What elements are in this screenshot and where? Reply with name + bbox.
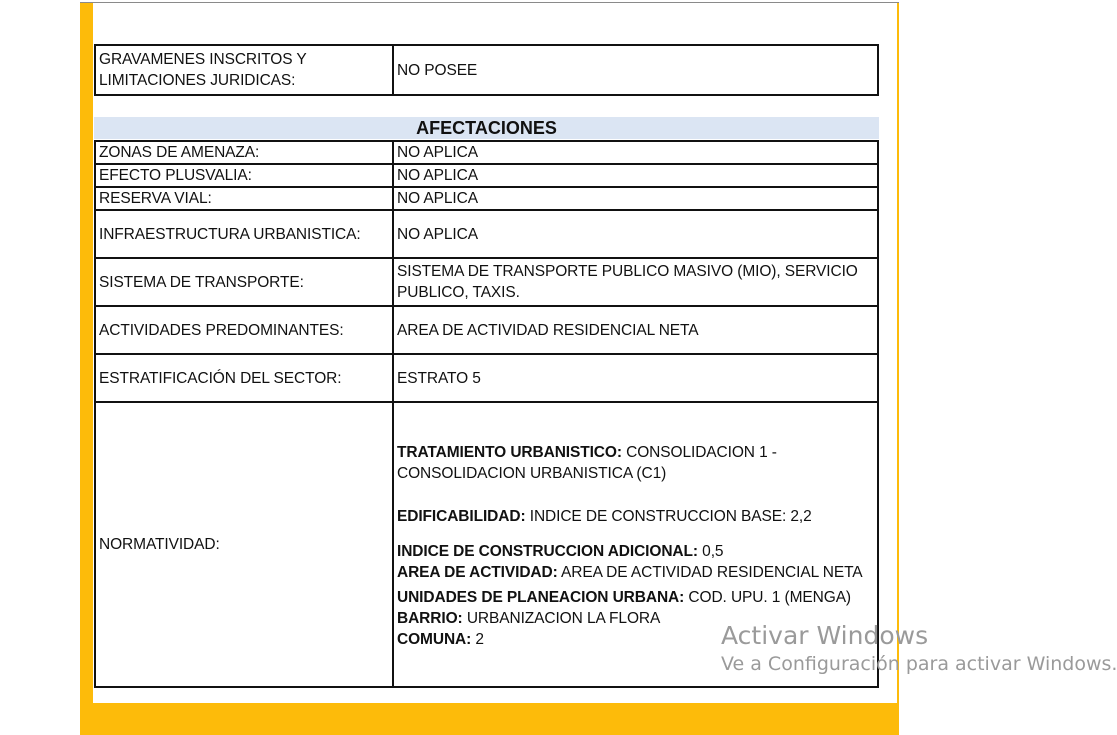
norm-key: AREA DE ACTIVIDAD: — [397, 563, 558, 581]
row-value: NO APLICA — [393, 141, 878, 164]
row-label: RESERVA VIAL: — [95, 187, 393, 210]
norm-value: URBANIZACION LA FLORA — [462, 609, 661, 627]
norm-key: COMUNA: — [397, 630, 472, 648]
norm-value: INDICE DE CONSTRUCCION BASE: 2,2 — [525, 507, 812, 525]
row-label: SISTEMA DE TRANSPORTE: — [95, 258, 393, 306]
row-label: INFRAESTRUCTURA URBANISTICA: — [95, 210, 393, 258]
norm-value: CONSOLIDACION 1 - CONSOLIDACION URBANISTICA (C1) — [397, 443, 777, 482]
afectaciones-heading: AFECTACIONES — [94, 117, 879, 139]
row-value: ESTRATO 5 — [393, 354, 878, 402]
row-value: AREA DE ACTIVIDAD RESIDENCIAL NETA — [393, 306, 878, 354]
norm-value: 2 — [471, 630, 484, 648]
activation-watermark — [721, 621, 1117, 677]
norm-key: TRATAMIENTO URBANISTICO: — [397, 443, 622, 461]
row-label: ACTIVIDADES PREDOMINANTES: — [95, 306, 393, 354]
norm-value: AREA DE ACTIVIDAD RESIDENCIAL NETA — [557, 563, 863, 581]
row-value: NO APLICA — [393, 164, 878, 187]
normatividad-label: NORMATIVIDAD: — [95, 402, 393, 687]
row-label: ESTRATIFICACIÓN DEL SECTOR: — [95, 354, 393, 402]
gravamenes-label: GRAVAMENES INSCRITOS Y LIMITACIONES JURIDICAS: — [95, 45, 393, 95]
norm-key: UNIDADES DE PLANEACION URBANA: — [397, 588, 685, 606]
watermark-line2: Ve a Configuración para activar Windows. — [721, 653, 1117, 675]
gravamenes-table — [94, 44, 879, 96]
norm-key: EDIFICABILIDAD: — [397, 507, 526, 525]
norm-key: INDICE DE CONSTRUCCION ADICIONAL: — [397, 542, 698, 560]
row-value: NO APLICA — [393, 187, 878, 210]
norm-value: COD. UPU. 1 (MENGA) — [684, 588, 851, 606]
row-value: SISTEMA DE TRANSPORTE PUBLICO MASIVO (MIO), SERVICIO PUBLICO, TAXIS. — [393, 258, 878, 306]
watermark-line1: Activar Windows — [721, 621, 929, 650]
norm-key: BARRIO: — [397, 609, 463, 627]
row-label: ZONAS DE AMENAZA: — [95, 141, 393, 164]
row-value: NO APLICA — [393, 210, 878, 258]
gravamenes-value: NO POSEE — [393, 45, 878, 95]
row-label: EFECTO PLUSVALIA: — [95, 164, 393, 187]
norm-value: 0,5 — [697, 542, 724, 560]
